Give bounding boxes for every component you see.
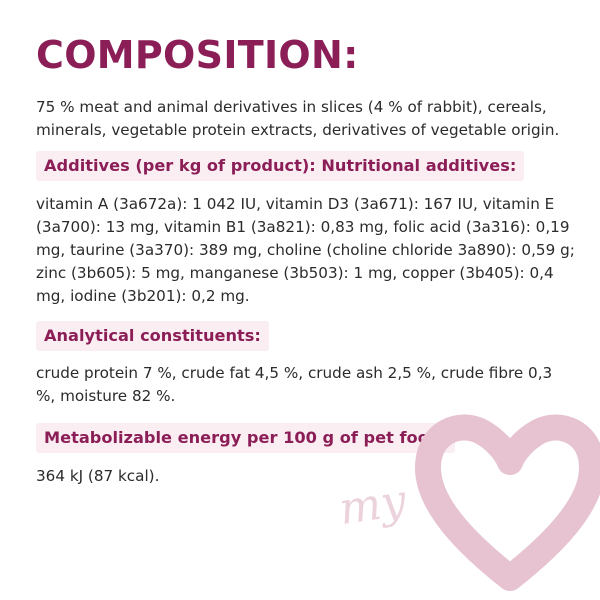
metabolizable-energy-label: Metabolizable energy per 100 g of pet food: — [36, 423, 455, 453]
additives-text: vitamin A (3a672a): 1 042 IU, vitamin D3 (3a671): 167 IU, vitamin E (3a700): 13 mg, vitamin B1 (3a821): 0,83 mg, folic acid (3a316): 0,19 mg, taurine (3a370): 389 mg, choline (choline chloride 3a890): 0,59 g; zinc (3b605): 5 mg, manganese (3b503): 1 mg, copper (3b405): 0,4 mg, iodine (3b201): 0,2 mg. — [36, 195, 575, 305]
page-title: COMPOSITION: — [36, 33, 359, 77]
additives-label: Additives (per kg of product): Nutritional additives: — [36, 151, 524, 181]
analytical-constituents-label: Analytical constituents: — [36, 321, 269, 351]
composition-text: 75 % meat and animal derivatives in slices (4 % of rabbit), cereals, minerals, vegetable protein extracts, derivatives of vegetable origin. — [36, 98, 560, 139]
metabolizable-energy-text: 364 kJ (87 kcal). — [36, 467, 160, 485]
brand-script: my — [336, 475, 410, 535]
analytical-constituents-text: crude protein 7 %, crude fat 4,5 %, crude ash 2,5 %, crude fibre 0,3 %, moisture 82 %. — [36, 364, 553, 405]
